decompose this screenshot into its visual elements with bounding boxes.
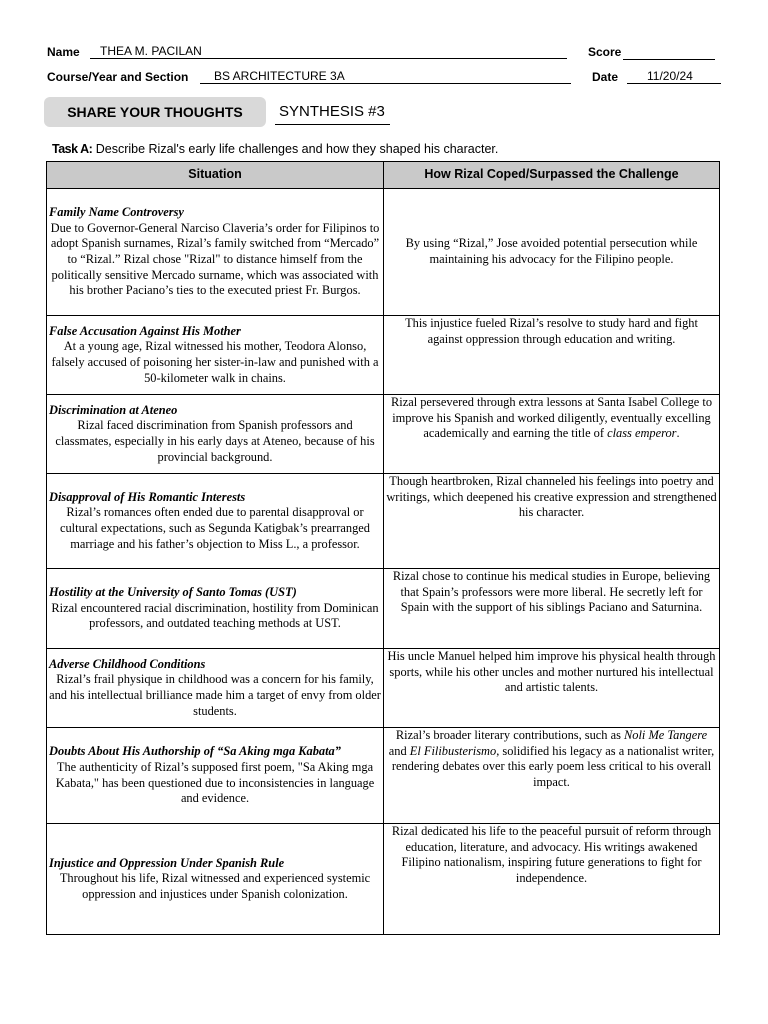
situation-cell[interactable] (47, 316, 384, 395)
coping-emphasis: Noli Me Tangere (624, 728, 708, 742)
situation-description: Throughout his life, Rizal witnessed and experienced systemic oppression and injustices under Spanish colonization. (59, 871, 371, 901)
coping-cell[interactable] (384, 728, 720, 824)
coping-cell[interactable] (384, 824, 720, 935)
situation-title: Discrimination at Ateneo (49, 402, 178, 417)
table-row (47, 569, 720, 649)
coping-cell[interactable] (384, 189, 720, 316)
situation-cell[interactable] (47, 569, 384, 649)
situation-description: Rizal faced discrimination from Spanish professors and classmates, especially in his early days at Ateneo, because of his provincial background. (55, 418, 375, 464)
coping-cell[interactable] (384, 474, 720, 569)
coping-text: Though heartbroken, Rizal channeled his feelings into poetry and writings, which deepened his creative expression and strengthened his character. (386, 474, 717, 520)
coping-text: His uncle Manuel helped him improve his physical health through sports, while his other uncles and mother nurtured his intellectual and artistic talents. (387, 649, 716, 695)
situation-title: Adverse Childhood Conditions (49, 656, 206, 671)
share-your-thoughts-button: SHARE YOUR THOUGHTS (44, 97, 266, 127)
situation-title: Injustice and Oppression Under Spanish Rule (49, 855, 285, 870)
situation-cell[interactable] (47, 824, 384, 935)
situation-title: Doubts About His Authorship of “Sa Aking mga Kabata” (49, 744, 341, 759)
situation-description: Rizal’s frail physique in childhood was a concern for his family, and his intellectual brilliance made him a target of envy from older students. (49, 672, 381, 718)
table-row (47, 316, 720, 395)
table-header-row (47, 162, 720, 189)
table-row (47, 395, 720, 474)
synthesis-label: SYNTHESIS #3 (275, 103, 390, 125)
date-label: Date (592, 70, 619, 84)
score-field[interactable] (623, 44, 715, 60)
situation-title: Hostility at the University of Santo Tomas (UST) (49, 585, 297, 600)
situation-cell[interactable] (47, 649, 384, 728)
coping-text: Rizal dedicated his life to the peaceful pursuit of reform through education, literature, and advocacy. His writings awakened Filipino nationalism, inspiring future generations to fight for independence. (391, 824, 712, 885)
situation-description: Rizal encountered racial discrimination, hostility from Dominican professors, and outdated teaching methods at UST. (51, 600, 379, 631)
coping-text: Rizal’s broader literary contributions, such as (395, 728, 625, 742)
coping-text: Rizal chose to continue his medical studies in Europe, believing that Spain’s professors were more liberal. He secretly left for Spain with the support of his siblings Paciano and Saturnina. (392, 569, 711, 615)
date-field[interactable]: 11/20/24 (627, 69, 721, 84)
situation-title: Disapproval of His Romantic Interests (49, 489, 246, 504)
column-header-situation: Situation (47, 162, 384, 189)
situation-description: The authenticity of Rizal’s supposed first poem, "Sa Aking mga Kabata," has been questioned due to inconsistencies in language and evidence. (55, 759, 375, 806)
challenges-table (46, 161, 720, 935)
situation-description: Rizal’s romances often ended due to parental disapproval or cultural expectations, such as Segunda Katigbak’s prearranged marriage and his father’s objection to Miss L., a professor. (59, 505, 370, 551)
course-label: Course/Year and Section (47, 70, 189, 84)
coping-text-end: . (676, 426, 680, 441)
situation-cell[interactable] (47, 474, 384, 569)
score-label: Score (588, 45, 622, 59)
column-header-coping: How Rizal Coped/Surpassed the Challenge (384, 162, 720, 189)
coping-cell[interactable] (384, 569, 720, 649)
situation-title: Family Name Controversy (49, 205, 184, 220)
situation-cell[interactable] (47, 395, 384, 474)
situation-title: False Accusation Against His Mother (49, 323, 241, 338)
coping-cell[interactable] (384, 316, 720, 395)
task-text: Describe Rizal's early life challenges and how they shaped his character. (92, 142, 499, 156)
name-label: Name (47, 45, 80, 59)
table-row (47, 649, 720, 728)
coping-text: Rizal persevered through extra lessons at Santa Isabel College to improve his Spanish and worked diligently, eventually excelling academically and earning the title of (390, 395, 713, 441)
situation-description: At a young age, Rizal witnessed his mother, Teodora Alonso, falsely accused of poisoning her sister-in-law and punished with a 50-kilometer walk in chains. (51, 339, 379, 385)
table-row (47, 189, 720, 316)
situation-cell[interactable] (47, 189, 384, 316)
coping-emphasis: class emperor (607, 426, 677, 441)
coping-text-mid: and (388, 743, 410, 758)
coping-text: By using “Rizal,” Jose avoided potential persecution while maintaining his advocacy for the Filipino people. (405, 236, 698, 266)
coping-text-end: , solidified his legacy as a nationalist writer, rendering debates over this early poem less critical to his overall impact. (391, 743, 715, 789)
table-row (47, 474, 720, 569)
course-field[interactable]: BS ARCHITECTURE 3A (200, 69, 571, 84)
table-row (47, 728, 720, 824)
task-label: Task A: (52, 142, 93, 156)
situation-description: Due to Governor-General Narciso Claveria’s order for Filipinos to adopt Spanish surnames, Rizal’s family switched from “Mercado” to “Rizal.” Rizal chose "Rizal" to distance himself from the politically sensitive Mercado surname, which was associated with his brother Paciano’s ties to the executed priest Fr. Burgos. (50, 220, 380, 298)
situation-cell[interactable] (47, 728, 384, 824)
coping-emphasis: El Filibusterismo (409, 743, 497, 758)
coping-cell[interactable] (384, 649, 720, 728)
table-row (47, 824, 720, 935)
task-instruction (52, 142, 498, 156)
name-field[interactable]: THEA M. PACILAN (90, 44, 567, 59)
coping-cell[interactable] (384, 395, 720, 474)
coping-text: This injustice fueled Rizal’s resolve to study hard and fight against oppression through education and writing. (405, 316, 698, 346)
